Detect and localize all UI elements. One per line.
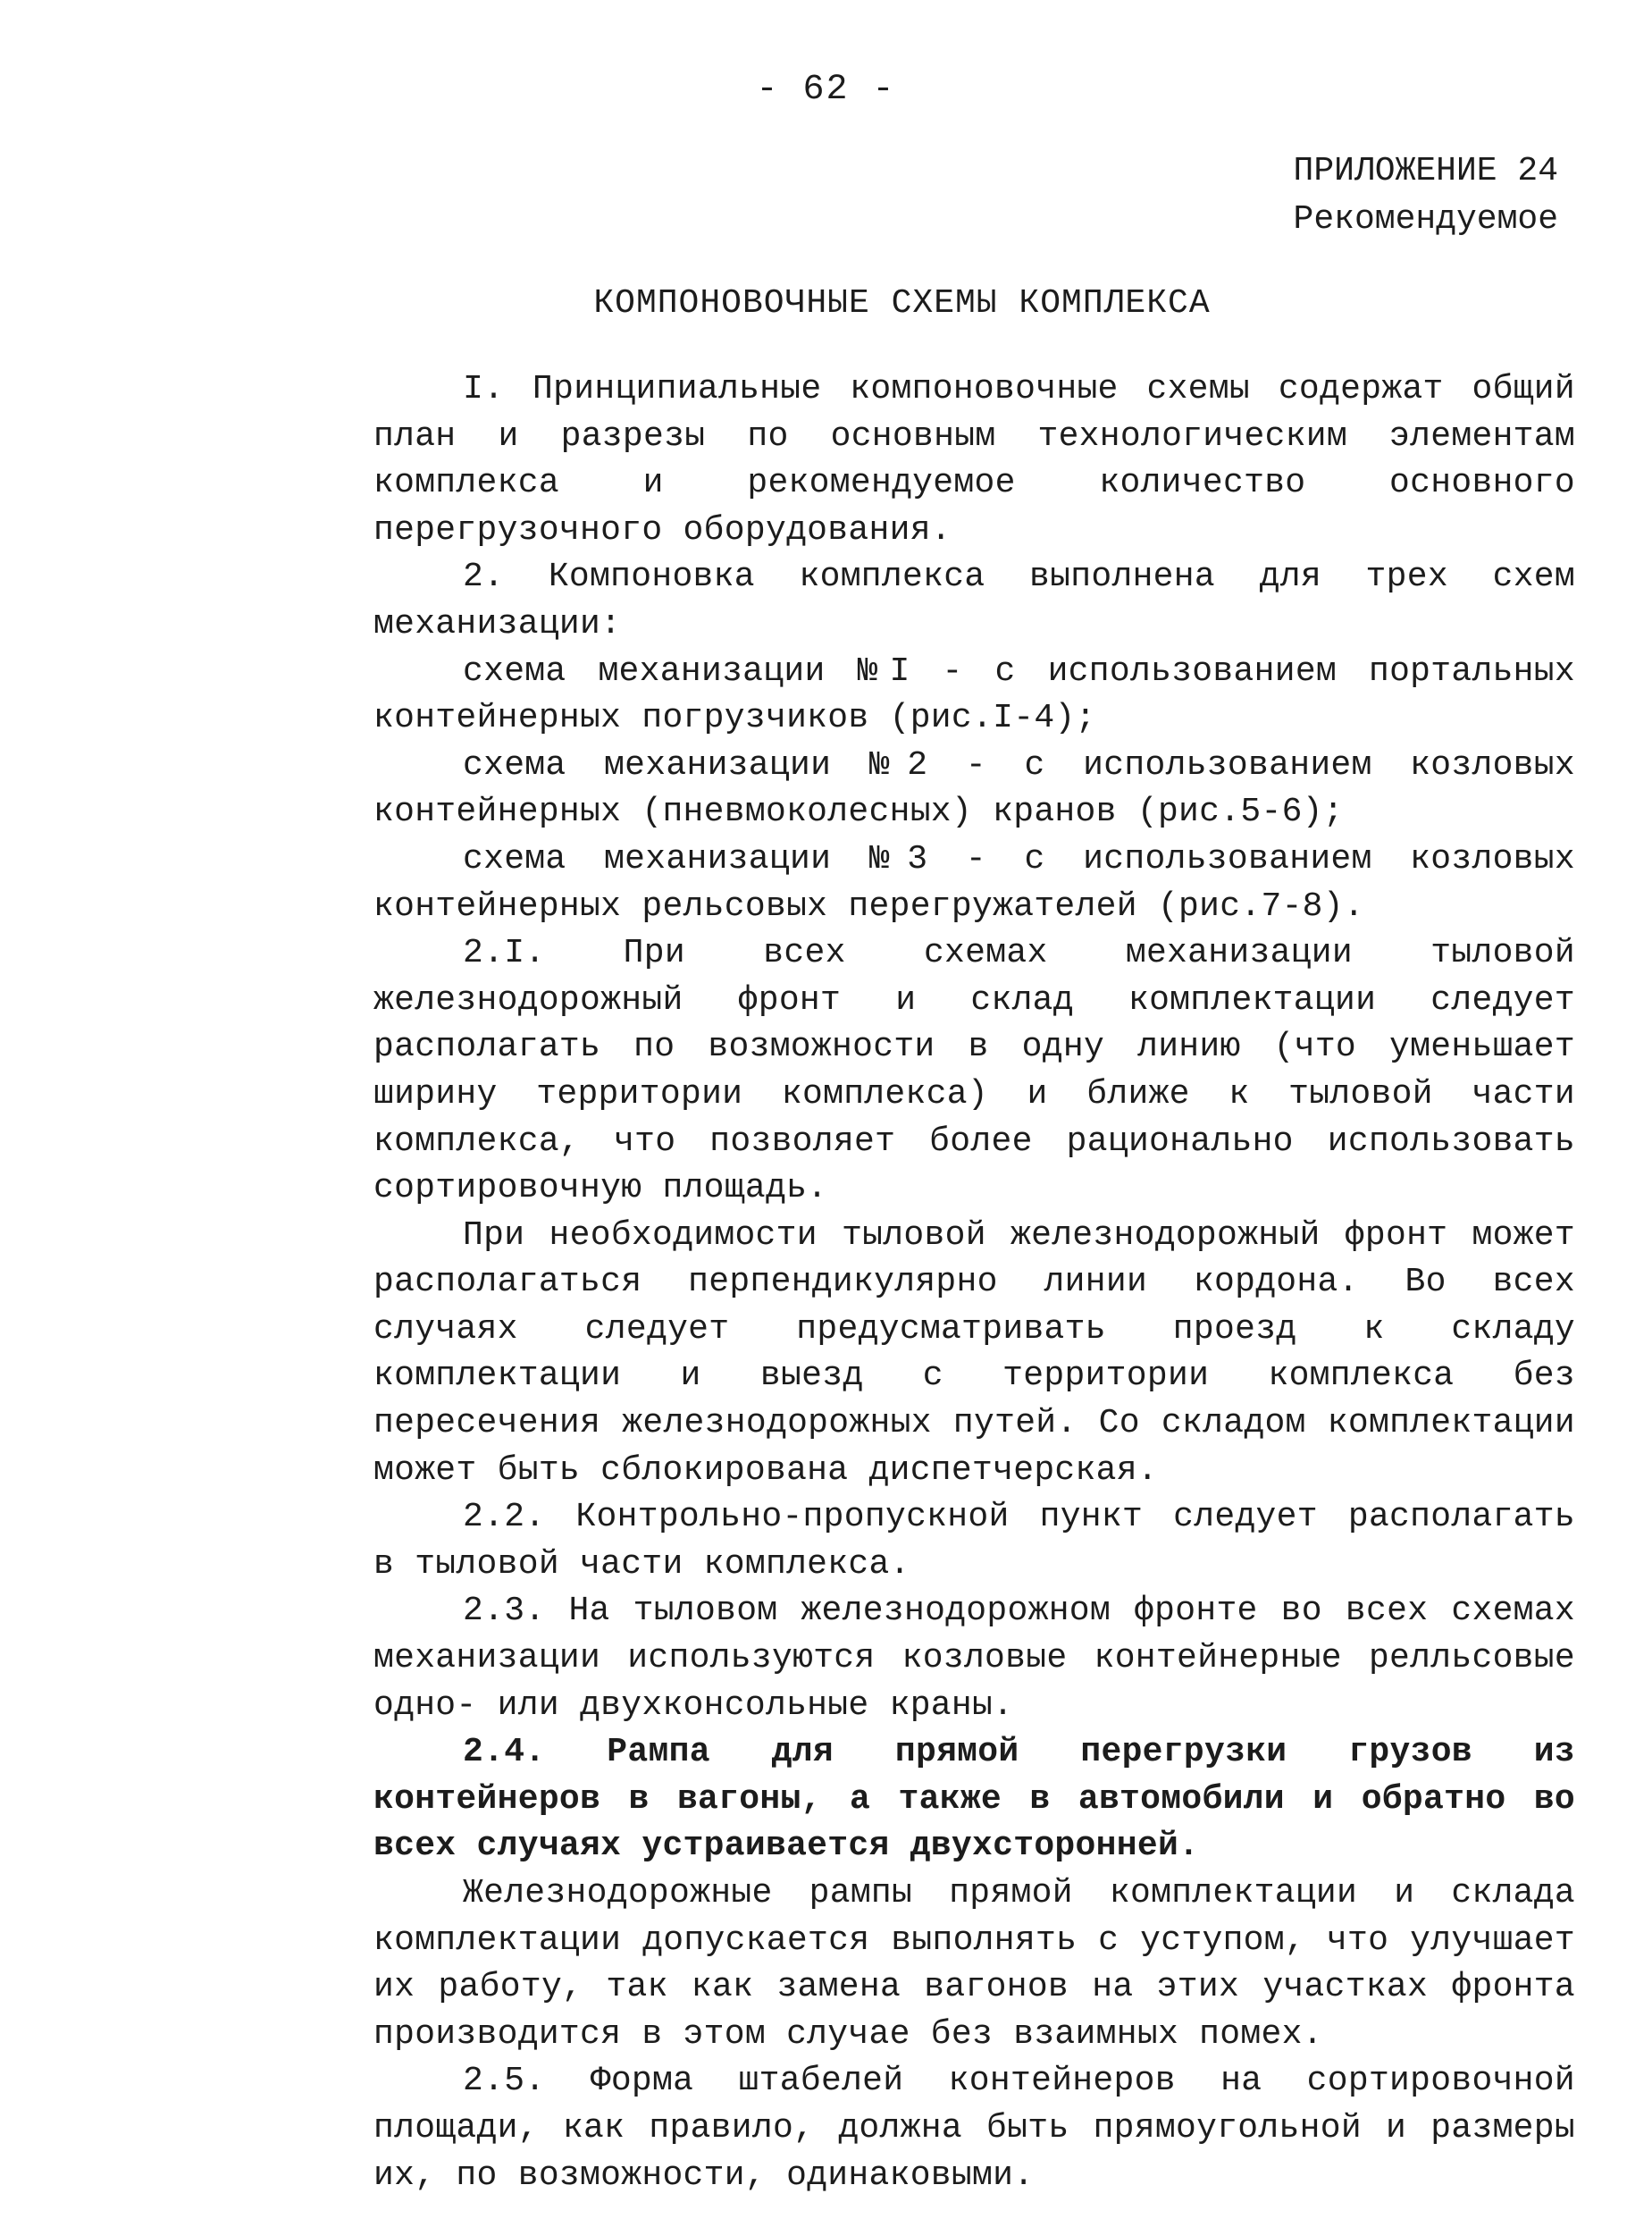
paragraph-scheme-3: схема механизации №3 - с использованием козловых контейнерных рельсовых перегружателей (рис.7-8). (373, 839, 1575, 926)
paragraph-scheme-2: схема механизации №2 - с использованием козловых контейнерных (пневмоколесных) кранов (рис.5-6); (373, 745, 1575, 832)
page-number: - 62 - (756, 70, 896, 110)
paragraph-2-2: 2.2. Контрольно-пропускной пункт следует располагать в тыловой части комплекса. (373, 1498, 1575, 1584)
paragraph-2: 2. Компоновка комплекса выполнена для трех схем механизации: (373, 558, 1575, 643)
appendix-header (1294, 147, 1558, 244)
paragraph-2-5: 2.5. Форма штабелей контейнеров на сортировочной площади, как правило, должна быть прямоугольной и размеры их, по возможности, одинаковыми. (373, 2062, 1575, 2195)
paragraph-2-4-cont: Железнодорожные рампы прямой комплектации и склада комплектации допускается выполнять с уступом, что улучшает их работу, так как замена вагонов на этих участках фронта производится в этом случае без взаимных помех. (373, 1874, 1575, 2054)
appendix-label: ПРИЛОЖЕНИЕ 24 (1293, 152, 1558, 190)
paragraph-1: I. Принципиальные компоновочные схемы содержат общий план и разрезы по основным технологическим элементам комплекса и рекомендуемое количество основного перегрузочного оборудования. (373, 370, 1575, 550)
section-title: КОМПОНОВОЧНЫЕ СХЕМЫ КОМПЛЕКСА (593, 284, 1211, 323)
paragraph-scheme-1: схема механизации №I - с использованием портальных контейнерных погрузчиков (рис.I-4); (373, 651, 1575, 738)
paragraph-2-1: 2.I. При всех схемах механизации тыловой железнодорожный фронт и склад комплектации следует располагать по возможности в одну линию (что уменьшает ширину территории комплекса) и ближе к тыловой части комплекса, что позволяет более рационально использовать сортировочную площадь. (373, 934, 1575, 1208)
paragraph-2-1-cont: При необходимости тыловой железнодорожный фронт может располагаться перпендикулярно линии кордона. Во всех случаях следует предусматривать проезд к складу комплектации и выезд с территории комплекса без пересечения железнодорожных путей. Со складом комплектации может быть сблокирована диспетчерская. (373, 1215, 1575, 1490)
paragraph-2-3: 2.3. На тыловом железнодорожном фронте во всех схемах механизации используются козловые контейнерные релльсовые одно- или двухконсольные краны. (373, 1592, 1575, 1725)
paragraph-2-4: 2.4. Рампа для прямой перегрузки грузов из контейнеров в вагоны, а также в автомобили и обратно во всех случаях устраивается двухсторонней. (373, 1733, 1575, 1866)
appendix-status: Рекомендуемое (1293, 200, 1558, 239)
document-body (373, 366, 1575, 2199)
